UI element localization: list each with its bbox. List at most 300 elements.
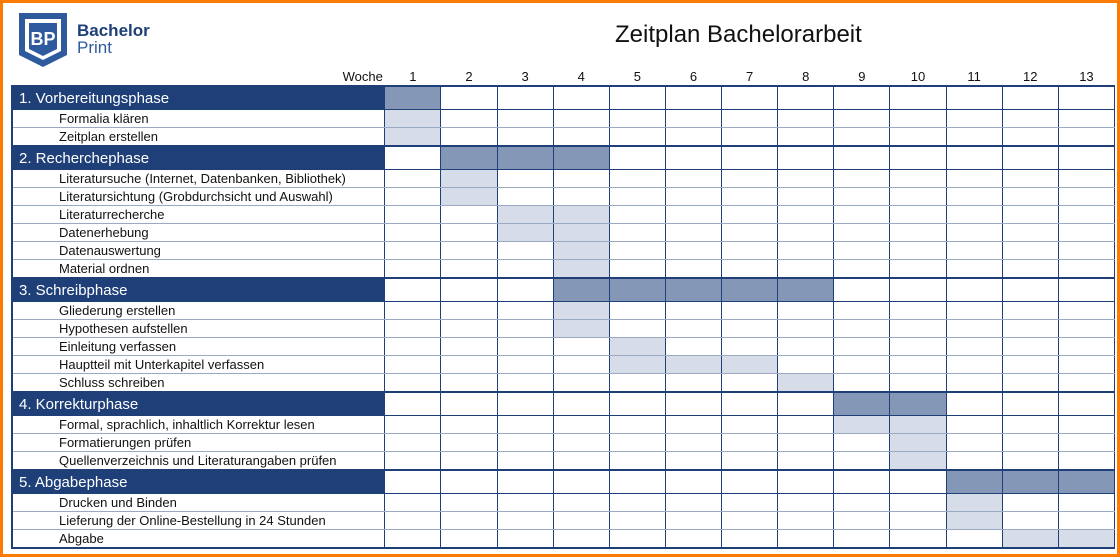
task-name: Hypothesen aufstellen [12, 320, 385, 338]
task-bar-cell [609, 356, 665, 374]
week-cell [722, 188, 778, 206]
week-cell [553, 530, 609, 549]
week-cell [497, 452, 553, 471]
week-cell [441, 110, 497, 128]
week-number: 13 [1079, 68, 1094, 84]
week-cell [946, 242, 1002, 260]
week-cell [946, 86, 1002, 110]
task-bar-cell [553, 260, 609, 279]
week-cell [834, 128, 890, 147]
week-cell [890, 356, 946, 374]
week-cell [665, 110, 721, 128]
task-row [12, 188, 1115, 206]
task-bar-cell [946, 512, 1002, 530]
week-cell [441, 512, 497, 530]
week-cell [385, 224, 441, 242]
week-cell [890, 206, 946, 224]
week-cell [1002, 512, 1058, 530]
week-cell [553, 434, 609, 452]
week-cell [778, 392, 834, 416]
week-number: 6 [689, 68, 698, 84]
week-cell [665, 242, 721, 260]
week-cell [1058, 512, 1114, 530]
phase-row [12, 86, 1115, 110]
week-cell [722, 302, 778, 320]
week-cell [665, 146, 721, 170]
week-cell [665, 302, 721, 320]
week-cell [722, 530, 778, 549]
week-cell [1058, 128, 1114, 147]
week-cell [1002, 242, 1058, 260]
task-bar-cell [1058, 530, 1114, 549]
week-cell [890, 338, 946, 356]
task-name: Formalia klären [12, 110, 385, 128]
gantt-table [11, 67, 1115, 549]
task-name: Literatursichtung (Grobdurchsicht und Auswahl) [12, 188, 385, 206]
week-cell [834, 356, 890, 374]
week-cell [609, 302, 665, 320]
week-cell [946, 356, 1002, 374]
week-cell [609, 260, 665, 279]
week-cell [890, 224, 946, 242]
week-cell [1058, 206, 1114, 224]
week-cell [722, 374, 778, 393]
week-cell [1002, 338, 1058, 356]
task-row [12, 224, 1115, 242]
week-number: 4 [577, 68, 585, 84]
week-cell [722, 260, 778, 279]
week-cell [497, 512, 553, 530]
task-name: Material ordnen [12, 260, 385, 279]
week-cell [722, 338, 778, 356]
task-bar-cell [778, 374, 834, 393]
task-row [12, 374, 1115, 393]
week-cell [553, 512, 609, 530]
week-cell [778, 146, 834, 170]
week-cell [497, 278, 553, 302]
week-cell [665, 170, 721, 188]
week-cell [385, 530, 441, 549]
week-cell [890, 494, 946, 512]
week-number: 11 [967, 68, 981, 84]
task-bar-cell [553, 224, 609, 242]
brand-logo [15, 9, 150, 69]
week-cell [722, 416, 778, 434]
week-cell [946, 278, 1002, 302]
week-cell [1002, 260, 1058, 279]
week-cell [497, 470, 553, 494]
week-cell [497, 302, 553, 320]
week-cell [890, 320, 946, 338]
week-cell [609, 512, 665, 530]
week-cell [1002, 224, 1058, 242]
week-cell [497, 392, 553, 416]
week-cell [497, 434, 553, 452]
week-cell [778, 356, 834, 374]
week-cell [1002, 146, 1058, 170]
week-number: 10 [910, 68, 926, 84]
week-cell [834, 188, 890, 206]
week-cell [609, 188, 665, 206]
phase-row [12, 470, 1115, 494]
week-cell [834, 170, 890, 188]
badge-letters: BP [30, 29, 56, 49]
week-cell [1058, 224, 1114, 242]
week-cell [497, 86, 553, 110]
phase-name: 4. Korrekturphase [12, 392, 385, 416]
week-cell [497, 338, 553, 356]
week-cell [385, 260, 441, 279]
week-cell [1058, 416, 1114, 434]
week-cell [834, 470, 890, 494]
week-cell [946, 128, 1002, 147]
task-bar-cell [890, 434, 946, 452]
week-cell [385, 338, 441, 356]
task-bar-cell [497, 224, 553, 242]
week-cell [553, 170, 609, 188]
week-cell [553, 338, 609, 356]
week-cell [890, 512, 946, 530]
week-cell [441, 356, 497, 374]
task-name: Datenerhebung [12, 224, 385, 242]
phase-row [12, 146, 1115, 170]
week-cell [1002, 452, 1058, 471]
week-cell [1058, 374, 1114, 393]
week-cell [441, 86, 497, 110]
week-cell [609, 470, 665, 494]
week-cell [778, 260, 834, 279]
week-cell [722, 224, 778, 242]
week-cell [553, 392, 609, 416]
week-cell [1002, 392, 1058, 416]
week-cell [385, 170, 441, 188]
week-cell [497, 416, 553, 434]
week-cell [665, 470, 721, 494]
phase-bar-cell [722, 278, 778, 302]
task-bar-cell [553, 302, 609, 320]
task-bar-cell [441, 188, 497, 206]
week-cell [497, 260, 553, 279]
task-bar-cell [1002, 530, 1058, 549]
phase-bar-cell [553, 278, 609, 302]
week-cell [665, 260, 721, 279]
week-cell [778, 86, 834, 110]
week-number: 7 [746, 68, 754, 84]
week-cell [722, 242, 778, 260]
phase-bar-cell [946, 470, 1002, 494]
week-cell [890, 374, 946, 393]
week-cell [946, 392, 1002, 416]
week-cell [385, 242, 441, 260]
week-cell [890, 188, 946, 206]
week-number: 12 [1023, 68, 1038, 84]
week-cell [609, 452, 665, 471]
week-cell [441, 206, 497, 224]
week-cell [890, 146, 946, 170]
task-bar-cell [385, 128, 441, 147]
week-cell [722, 170, 778, 188]
week-cell [609, 170, 665, 188]
week-cell [722, 86, 778, 110]
week-cell [778, 110, 834, 128]
week-cell [553, 470, 609, 494]
week-cell [1058, 188, 1114, 206]
week-cell [778, 320, 834, 338]
phase-bar-cell [665, 278, 721, 302]
week-cell [385, 512, 441, 530]
week-cell [441, 302, 497, 320]
week-cell [834, 452, 890, 471]
week-cell [778, 206, 834, 224]
week-cell [497, 530, 553, 549]
week-cell [553, 128, 609, 147]
week-cell [778, 512, 834, 530]
task-bar-cell [497, 206, 553, 224]
task-row [12, 110, 1115, 128]
week-cell [385, 356, 441, 374]
week-cell [385, 278, 441, 302]
week-cell [1002, 374, 1058, 393]
week-cell [665, 434, 721, 452]
week-cell [497, 320, 553, 338]
week-cell [441, 338, 497, 356]
week-number: 5 [633, 68, 642, 84]
phase-name: 1. Vorbereitungsphase [12, 86, 385, 110]
week-cell [553, 452, 609, 471]
phase-bar-cell [553, 146, 609, 170]
week-cell [946, 320, 1002, 338]
week-cell [441, 494, 497, 512]
week-cell [1058, 494, 1114, 512]
week-cell [722, 434, 778, 452]
week-cell [722, 392, 778, 416]
week-cell [497, 188, 553, 206]
week-cell [1058, 242, 1114, 260]
week-cell [1058, 320, 1114, 338]
week-cell [834, 320, 890, 338]
week-cell [1002, 278, 1058, 302]
week-cell [1058, 452, 1114, 471]
week-cell [946, 146, 1002, 170]
week-cell [778, 302, 834, 320]
week-cell [497, 128, 553, 147]
week-cell [890, 470, 946, 494]
week-cell [665, 206, 721, 224]
week-cell [385, 434, 441, 452]
week-cell [834, 374, 890, 393]
week-cell [385, 470, 441, 494]
week-header-row [12, 67, 1115, 86]
week-cell [946, 110, 1002, 128]
task-bar-cell [722, 356, 778, 374]
week-cell [665, 128, 721, 147]
task-bar-cell [834, 416, 890, 434]
phase-bar-cell [385, 86, 441, 110]
week-cell [1002, 188, 1058, 206]
week-cell [778, 416, 834, 434]
task-name: Abgabe [12, 530, 385, 549]
week-cell [497, 110, 553, 128]
week-cell [1002, 356, 1058, 374]
week-cell [665, 452, 721, 471]
task-name: Gliederung erstellen [12, 302, 385, 320]
task-name: Schluss schreiben [12, 374, 385, 393]
week-cell [834, 494, 890, 512]
brand-name-line2: Print [77, 38, 112, 57]
task-row [12, 260, 1115, 279]
week-cell [946, 302, 1002, 320]
week-cell [609, 128, 665, 147]
week-cell [1002, 206, 1058, 224]
week-cell [553, 494, 609, 512]
phase-bar-cell [1058, 470, 1114, 494]
week-cell [441, 530, 497, 549]
week-cell [385, 452, 441, 471]
week-cell [1058, 356, 1114, 374]
week-label: Woche [342, 68, 383, 84]
task-name: Formal, sprachlich, inhaltlich Korrektur lesen [12, 416, 385, 434]
task-row [12, 356, 1115, 374]
week-cell [665, 320, 721, 338]
week-cell [609, 320, 665, 338]
week-cell [1002, 434, 1058, 452]
week-cell [497, 374, 553, 393]
week-cell [722, 206, 778, 224]
task-bar-cell [890, 452, 946, 471]
task-row [12, 128, 1115, 147]
week-cell [1002, 416, 1058, 434]
task-row [12, 206, 1115, 224]
week-cell [1002, 302, 1058, 320]
task-name: Hauptteil mit Unterkapitel verfassen [12, 356, 385, 374]
week-cell [834, 110, 890, 128]
week-cell [946, 416, 1002, 434]
task-name: Lieferung der Online-Bestellung in 24 Stunden [12, 512, 385, 530]
week-cell [1058, 86, 1114, 110]
week-number: 8 [802, 68, 810, 84]
week-cell [609, 206, 665, 224]
week-cell [834, 86, 890, 110]
week-cell [1002, 110, 1058, 128]
week-cell [385, 494, 441, 512]
week-cell [609, 86, 665, 110]
task-bar-cell [553, 242, 609, 260]
week-cell [946, 452, 1002, 471]
phase-bar-cell [1002, 470, 1058, 494]
week-cell [1002, 494, 1058, 512]
task-name: Literaturrecherche [12, 206, 385, 224]
week-cell [441, 128, 497, 147]
week-cell [441, 470, 497, 494]
week-cell [385, 392, 441, 416]
week-cell [890, 128, 946, 147]
week-cell [1058, 170, 1114, 188]
week-cell [441, 434, 497, 452]
week-cell [778, 170, 834, 188]
week-cell [946, 530, 1002, 549]
phase-bar-cell [834, 392, 890, 416]
week-cell [722, 128, 778, 147]
week-cell [722, 452, 778, 471]
book-shield-icon [15, 9, 71, 69]
week-cell [722, 320, 778, 338]
task-bar-cell [890, 416, 946, 434]
task-row [12, 242, 1115, 260]
week-cell [834, 278, 890, 302]
week-cell [722, 146, 778, 170]
week-cell [441, 452, 497, 471]
week-cell [497, 356, 553, 374]
week-cell [609, 416, 665, 434]
week-cell [665, 530, 721, 549]
week-cell [946, 224, 1002, 242]
task-row [12, 494, 1115, 512]
week-cell [385, 146, 441, 170]
week-cell [722, 110, 778, 128]
phase-bar-cell [890, 392, 946, 416]
week-cell [497, 494, 553, 512]
task-bar-cell [553, 206, 609, 224]
phase-bar-cell [778, 278, 834, 302]
week-cell [553, 356, 609, 374]
task-row [12, 512, 1115, 530]
week-cell [778, 434, 834, 452]
week-cell [497, 242, 553, 260]
week-cell [553, 374, 609, 393]
week-cell [385, 302, 441, 320]
week-cell [1002, 320, 1058, 338]
week-cell [609, 224, 665, 242]
week-cell [1002, 170, 1058, 188]
week-cell [890, 260, 946, 279]
week-cell [890, 530, 946, 549]
task-bar-cell [609, 338, 665, 356]
week-cell [946, 260, 1002, 279]
phase-name: 3. Schreibphase [12, 278, 385, 302]
week-cell [441, 392, 497, 416]
phase-name: 2. Recherchephase [12, 146, 385, 170]
week-cell [609, 434, 665, 452]
week-cell [609, 494, 665, 512]
page-title: Zeitplan Bachelorarbeit [615, 21, 862, 48]
task-name: Formatierungen prüfen [12, 434, 385, 452]
week-cell [385, 374, 441, 393]
week-number: 9 [858, 68, 866, 84]
week-cell [385, 416, 441, 434]
week-cell [834, 206, 890, 224]
phase-row [12, 278, 1115, 302]
week-cell [385, 206, 441, 224]
week-cell [834, 512, 890, 530]
week-cell [1058, 434, 1114, 452]
week-cell [834, 530, 890, 549]
week-cell [890, 86, 946, 110]
task-row [12, 416, 1115, 434]
week-cell [890, 302, 946, 320]
week-cell [665, 188, 721, 206]
phase-bar-cell [441, 146, 497, 170]
week-number: 1 [409, 68, 417, 84]
week-cell [441, 374, 497, 393]
week-cell [385, 188, 441, 206]
week-cell [946, 374, 1002, 393]
task-row [12, 170, 1115, 188]
task-row [12, 338, 1115, 356]
week-cell [1058, 392, 1114, 416]
week-cell [834, 146, 890, 170]
week-cell [665, 224, 721, 242]
task-row [12, 434, 1115, 452]
